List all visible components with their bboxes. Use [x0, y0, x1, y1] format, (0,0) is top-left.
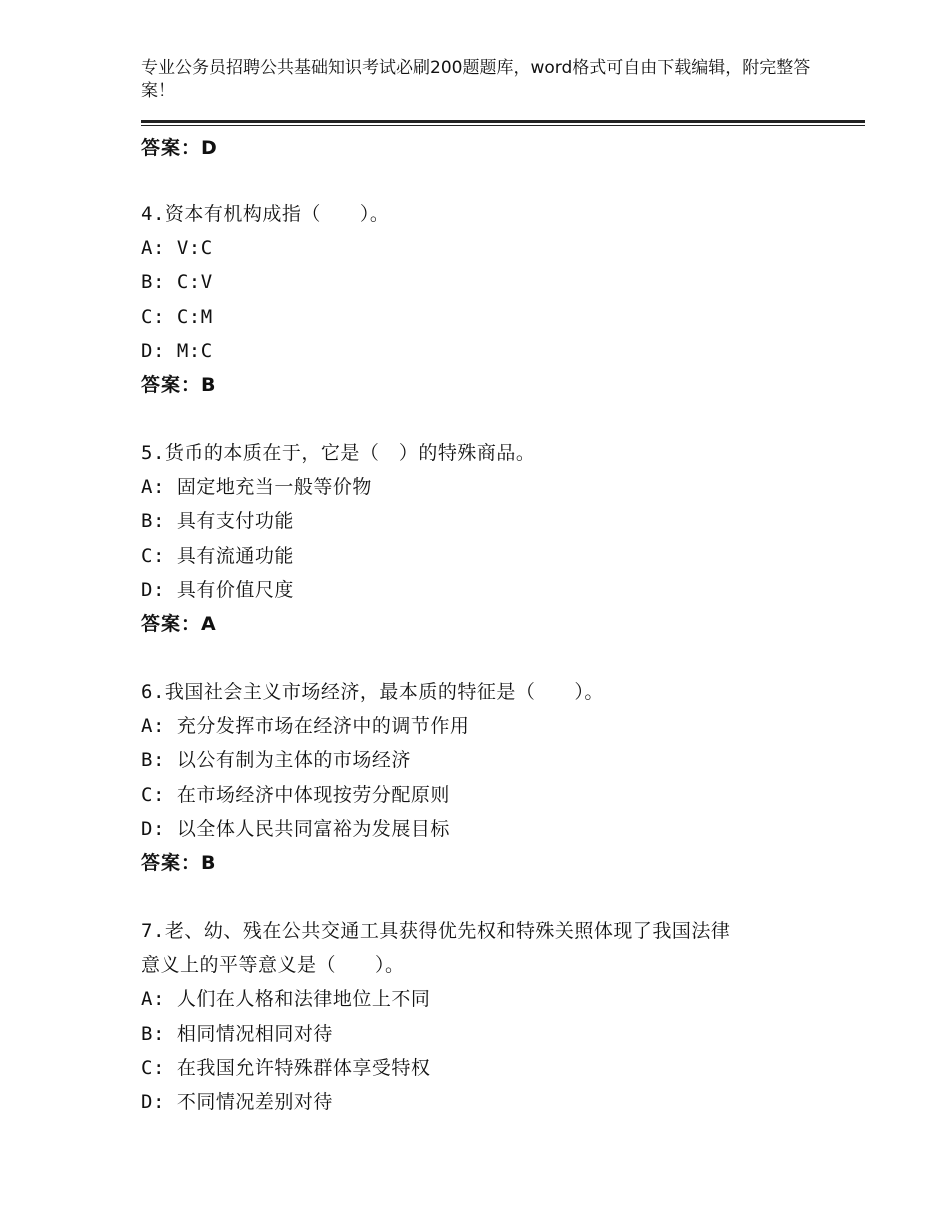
option-d: D: 以全体人民共同富裕为发展目标	[141, 817, 450, 840]
question-7	[141, 914, 821, 1119]
answer: 答案：B	[141, 374, 217, 397]
question-6	[141, 675, 821, 880]
option-b: B: 相同情况相同对待	[141, 1022, 333, 1045]
question-stem-line-1: 7.老、幼、残在公共交通工具获得优先权和特殊关照体现了我国法律	[141, 920, 731, 943]
spacer	[141, 641, 821, 675]
option-c: C: 在我国允许特殊群体享受特权	[141, 1056, 431, 1079]
question-stem: 4.资本有机构成指（ ）。	[141, 203, 390, 225]
question-4	[141, 197, 821, 402]
question-list	[141, 197, 821, 1119]
spacer	[141, 402, 821, 436]
answer: 答案：A	[141, 613, 217, 636]
question-stem: 5.货币的本质在于，它是（ ）的特殊商品。	[141, 442, 536, 465]
option-a: A: 固定地充当一般等价物	[141, 476, 372, 499]
question-5	[141, 436, 821, 641]
option-a: A: 人们在人格和法律地位上不同	[141, 988, 431, 1011]
option-b: B: C:V	[141, 271, 213, 294]
option-b: B: 具有支付功能	[141, 510, 294, 533]
option-d: D: 不同情况差别对待	[141, 1091, 333, 1114]
header-divider-thick	[141, 120, 865, 123]
question-stem: 6.我国社会主义市场经济，最本质的特征是（ ）。	[141, 681, 604, 704]
option-c: C: 在市场经济中体现按劳分配原则	[141, 783, 450, 806]
option-a: A: V:C	[141, 237, 213, 260]
option-c: C: 具有流通功能	[141, 544, 294, 567]
answer-q3: 答案：D	[141, 137, 218, 159]
option-b: B: 以公有制为主体的市场经济	[141, 749, 411, 772]
option-c: C: C:M	[141, 305, 213, 328]
answer: 答案：B	[141, 852, 217, 875]
spacer	[141, 880, 821, 914]
option-d: D: 具有价值尺度	[141, 578, 294, 601]
header-divider-thin	[141, 125, 865, 126]
option-d: D: M:C	[141, 339, 213, 362]
question-stem-line-2: 意义上的平等意义是（ ）。	[141, 954, 405, 977]
page-header: 专业公务员招聘公共基础知识考试必刷200题题库，word格式可自由下载编辑，附完整答案！	[141, 58, 811, 101]
option-a: A: 充分发挥市场在经济中的调节作用	[141, 715, 470, 738]
